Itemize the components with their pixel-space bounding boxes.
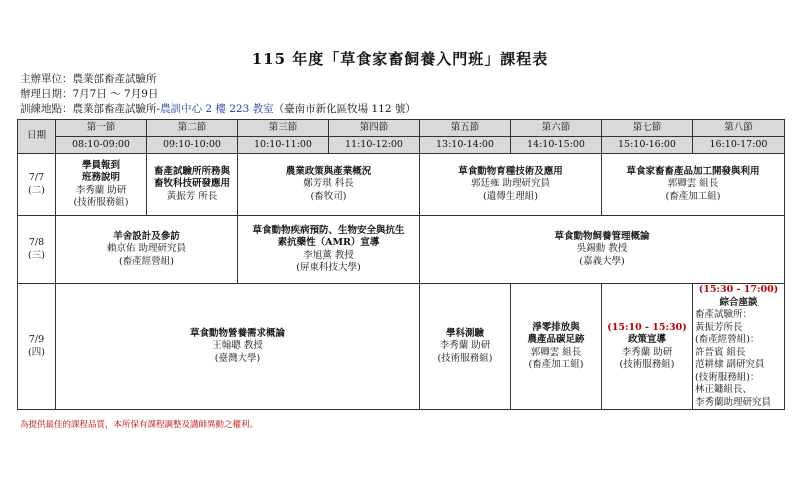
session-cell [420,284,511,410]
session-title: 素抗藥性（AMR）宣導 [277,237,380,248]
organizer-label: 主辦單位： [20,73,73,85]
session-speaker: 鄭芳琪 科長 [303,178,354,190]
session-org: (畜牧司) [310,190,347,202]
session-speaker: 郭廷雍 助理研究員 [470,178,551,190]
panel-line: 李秀蘭助理研究員 [695,396,772,408]
page-title: 115 年度「草食家畜飼養入門班」課程表 [251,50,549,68]
session-org: (臺灣大學) [214,352,261,364]
weekday-value: (三) [28,249,45,261]
period-header-row [18,120,785,137]
organizer-value: 農業部畜產試驗所 [72,73,157,85]
footnote: 為提供最佳的課程品質，本所保有課程調整及講師異動之權利。 [20,420,259,430]
session-speaker: 李秀蘭 助研 [439,340,491,352]
date-value: 7/8 [28,237,45,248]
period-header: 第七節 [602,120,693,137]
session-title: 農產品碳足跡 [527,334,585,345]
time-header: 13:10-14:00 [420,137,511,154]
date-header: 日期 [18,120,56,154]
session-title: 草食動物飼養管理概論 [554,230,650,242]
session-cell [420,216,785,284]
panel-line: 黃振芳所長 [695,321,743,333]
session-org: (技術服務組) [437,352,493,364]
session-org: (技術服務組) [73,197,129,208]
date-value: 7/9 [28,334,45,345]
weekday-value: (四) [28,346,45,358]
time-header: 15:10-16:00 [602,137,693,154]
session-title: 學科測驗 [445,327,484,339]
schedule-table [17,119,785,410]
panel-line: (技術服務組)： [695,371,760,383]
time-header: 08:10-09:00 [56,137,147,154]
time-header: 09:10-10:00 [147,137,238,154]
session-org: (畜產經營組) [119,255,174,267]
session-title: 班務說明 [81,172,120,183]
session-org: (畜產加工組) [528,359,584,370]
time-header: 10:10-11:00 [238,137,329,154]
session-title: 綜合座談 [719,296,758,308]
session-time: (15:10 - 15:30) [607,321,687,333]
session-title: 草食動物育種技術及應用 [458,165,563,177]
organizer-line [20,72,157,86]
session-title: 羊舍設計及參訪 [113,230,180,242]
time-header: 11:10-12:00 [329,137,420,154]
session-cell [238,154,420,216]
venue-main: 農業部畜產試驗所- [72,103,161,115]
panel-line: 林正鏞組長、 [695,384,753,395]
dates-value: 7月7日 ～ 7月9日 [72,88,159,100]
session-title: 草食家畜畜產品加工開發與利用 [626,165,760,177]
session-speaker: 王翰聰 教授 [212,340,263,352]
day-row-7-7 [18,154,785,216]
date-cell [18,216,56,284]
venue-label: 訓練地點： [20,103,73,115]
session-title: 草食動物營養需求概論 [189,327,285,339]
session-title: 畜產試驗所所務與 [153,165,230,177]
panel-line: 畜產試驗所： [695,309,753,320]
session-time: (15:30 - 17:00) [698,284,779,295]
period-header: 第二節 [147,120,238,137]
panel-line: (畜產經營組)： [695,334,760,345]
period-header: 第五節 [420,120,511,137]
session-speaker: 吳錫勳 教授 [576,243,628,255]
session-title: 政策宣導 [627,334,666,345]
venue-line [20,102,416,116]
session-speaker: 郭卿雲 組長 [667,178,719,190]
session-speaker: 李旭薰 教授 [303,249,354,261]
day-row-7-8 [18,216,785,284]
date-value: 7/7 [28,172,45,183]
period-header: 第一節 [56,120,147,137]
session-cell [238,216,420,284]
session-title: 學員報到 [81,159,120,171]
dates-label: 辦理日期： [20,88,73,100]
panel-line: 許晉賓 組長 [695,346,746,358]
session-org: (屏東科技大學) [296,262,361,273]
session-org: (遺傳生理組) [483,190,538,202]
session-cell [602,154,785,216]
session-title: 草食動物疾病預防、生物安全與抗生 [252,224,405,236]
panel-line: 范耕棣 副研究員 [695,359,765,370]
session-speaker: 黃振芳 所長 [166,190,218,202]
session-org: (嘉義大學) [579,255,625,267]
session-speaker: 李秀蘭 助研 [621,346,673,358]
period-header: 第三節 [238,120,329,137]
session-cell [602,284,693,410]
weekday-value: (二) [28,184,45,196]
session-cell [511,284,602,410]
session-org: (畜產加工組) [665,190,721,202]
day-row-7-9 [18,284,785,410]
session-title: 農業政策與產業概況 [285,165,372,177]
session-cell [56,216,238,284]
time-header: 16:10-17:00 [693,137,785,154]
dates-line [20,87,158,101]
session-speaker: 郭卿雲 組長 [530,346,582,358]
session-cell [693,284,785,410]
session-speaker: 賴京佑 助理研究員 [106,243,187,255]
session-title: 畜牧科技研發應用 [153,178,230,190]
period-header: 第八節 [693,120,785,137]
session-cell [420,154,602,216]
session-cell [147,154,238,216]
session-title: 淨零排放與 [532,321,580,333]
time-header: 14:10-15:00 [511,137,602,154]
session-org: (技術服務組) [619,359,675,370]
time-header-row [18,137,785,154]
period-header: 第四節 [329,120,420,137]
venue-room: 農訓中心 2 樓 223 教室 [160,103,274,115]
date-cell [18,284,56,410]
session-cell [56,154,147,216]
period-header: 第六節 [511,120,602,137]
session-cell [56,284,420,410]
date-cell [18,154,56,216]
session-speaker: 李秀蘭 助研 [75,184,127,196]
venue-address: （臺南市新化區牧場 112 號） [273,103,416,115]
